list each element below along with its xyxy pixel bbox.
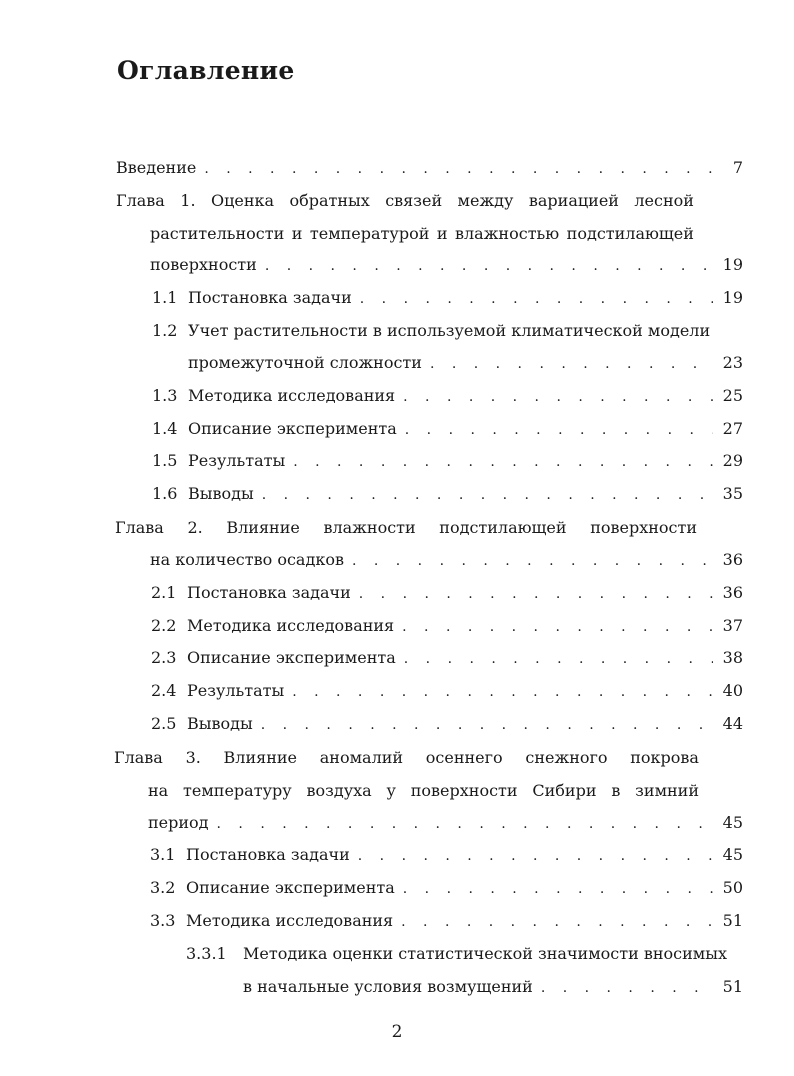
toc-label: на количество осадков — [150, 550, 344, 569]
word: 1. — [180, 191, 196, 210]
word: лесной — [634, 191, 694, 210]
toc-label: Методика исследования — [188, 386, 396, 405]
word: между — [457, 191, 514, 210]
toc-label: Описание эксперимента — [187, 648, 396, 667]
toc-entry-intro[interactable] — [116, 158, 743, 188]
toc-page: 19 — [722, 288, 743, 307]
leader-dots — [402, 619, 713, 635]
chapter-1-heading-line3[interactable] — [150, 255, 743, 285]
word: подстилающей — [439, 518, 567, 537]
leader-dots — [541, 980, 713, 996]
word: влажностью — [455, 224, 560, 243]
leader-dots — [360, 291, 713, 307]
chapter-3-heading[interactable] — [114, 748, 699, 778]
word: 2. — [187, 518, 203, 537]
chapter-2-heading-line2[interactable] — [150, 550, 743, 580]
word: Глава — [116, 191, 165, 210]
toc-section-1-1[interactable] — [152, 288, 743, 318]
word: вариацией — [528, 191, 619, 210]
section-number: 1.3 — [152, 386, 178, 405]
section-number: 2.1 — [151, 583, 177, 602]
toc-label: в начальные условия возмущений — [243, 977, 533, 996]
word: осеннего — [425, 748, 503, 767]
word: воздуха — [306, 781, 372, 800]
word: поверхности — [590, 518, 697, 537]
toc-section-2-4[interactable] — [151, 681, 743, 711]
leader-dots — [405, 422, 713, 438]
toc-subsection-3-3-1-line2[interactable] — [243, 977, 743, 1007]
word: Глава — [114, 748, 163, 767]
word: температуру — [183, 781, 292, 800]
toc-page: 19 — [722, 255, 743, 274]
section-number: 2.2 — [151, 616, 177, 635]
toc-label: Результаты — [187, 681, 285, 700]
leader-dots — [352, 553, 713, 569]
word: на — [148, 781, 169, 800]
toc-label: Постановка задачи — [186, 845, 350, 864]
toc-section-1-3[interactable] — [152, 386, 743, 416]
toc-section-3-2[interactable] — [150, 878, 743, 908]
toc-page: 45 — [722, 813, 743, 832]
leader-dots — [401, 914, 713, 930]
section-number: 2.5 — [151, 714, 177, 733]
leader-dots — [262, 487, 713, 503]
leader-dots — [217, 816, 713, 832]
toc-section-2-1[interactable] — [151, 583, 743, 613]
toc-page: 51 — [722, 911, 743, 930]
toc-section-3-3[interactable] — [150, 911, 743, 941]
toc-page: 45 — [722, 845, 743, 864]
leader-dots — [292, 684, 713, 700]
word: Оценка — [210, 191, 275, 210]
section-number: 1.2 — [152, 321, 178, 340]
toc-page: 37 — [722, 616, 743, 635]
chapter-3-heading-line2[interactable] — [148, 781, 699, 811]
toc-page: 44 — [722, 714, 743, 733]
leader-dots — [293, 454, 713, 470]
word: и — [436, 224, 448, 243]
word: в — [611, 781, 621, 800]
toc-label: Методика исследования — [186, 911, 394, 930]
leader-dots — [358, 848, 713, 864]
toc-page: 38 — [722, 648, 743, 667]
section-number: 2.3 — [151, 648, 177, 667]
word: 3. — [185, 748, 201, 767]
word: зимний — [635, 781, 699, 800]
word: влажности — [323, 518, 416, 537]
word: снежного — [525, 748, 608, 767]
toc-section-1-4[interactable] — [152, 419, 743, 449]
page-number: 2 — [391, 1022, 403, 1042]
section-number: 3.1 — [150, 845, 176, 864]
section-number: 1.1 — [152, 288, 178, 307]
toc-subsection-3-3-1[interactable] — [186, 944, 743, 974]
toc-page: 50 — [722, 878, 743, 897]
chapter-3-heading-line3[interactable] — [148, 813, 743, 843]
word: связей — [385, 191, 443, 210]
toc-section-1-2-line2[interactable] — [188, 353, 743, 383]
section-number: 1.6 — [152, 484, 178, 503]
leader-dots — [430, 356, 713, 372]
leader-dots — [404, 651, 713, 667]
page-title: Оглавление — [117, 56, 295, 85]
leader-dots — [403, 881, 713, 897]
toc-label: Постановка задачи — [188, 288, 352, 307]
section-number: 1.4 — [152, 419, 178, 438]
section-number: 3.3.1 — [186, 944, 227, 963]
toc-label: Введение — [116, 158, 197, 177]
toc-label: Результаты — [188, 451, 286, 470]
toc-section-2-3[interactable] — [151, 648, 743, 678]
toc-label: поверхности — [150, 255, 257, 274]
toc-label: Постановка задачи — [187, 583, 351, 602]
word: Глава — [115, 518, 164, 537]
word: поверхности — [410, 781, 518, 800]
toc-label: Описание эксперимента — [186, 878, 395, 897]
toc-section-2-5[interactable] — [151, 714, 743, 744]
word: покрова — [630, 748, 699, 767]
toc-label: период — [148, 813, 209, 832]
section-number: 3.2 — [150, 878, 176, 897]
toc-page: 40 — [722, 681, 743, 700]
section-number: 2.4 — [151, 681, 177, 700]
toc-label: Выводы — [187, 714, 253, 733]
toc-page: 36 — [722, 550, 743, 569]
word: подстилающей — [566, 224, 694, 243]
word: у — [386, 781, 396, 800]
toc-section-1-2[interactable] — [152, 321, 743, 351]
chapter-1-heading[interactable] — [116, 191, 694, 221]
toc-label: Учет растительности в используемой климатической модели — [188, 321, 711, 340]
leader-dots — [261, 717, 713, 733]
word: температурой — [309, 224, 430, 243]
toc-label: Описание эксперимента — [188, 419, 397, 438]
leader-dots — [359, 586, 713, 602]
toc-page: 7 — [732, 158, 743, 177]
word: Влияние — [223, 748, 298, 767]
toc-section-1-5[interactable] — [152, 451, 743, 481]
leader-dots — [265, 258, 713, 274]
word: аномалий — [319, 748, 404, 767]
toc-page: 23 — [722, 353, 743, 372]
toc-page: 29 — [722, 451, 743, 470]
toc-page: 25 — [722, 386, 743, 405]
toc-label: промежуточной сложности — [188, 353, 422, 372]
word: обратных — [289, 191, 370, 210]
toc-section-1-6[interactable] — [152, 484, 743, 514]
chapter-2-heading[interactable] — [115, 518, 697, 548]
toc-page: 36 — [722, 583, 743, 602]
toc-section-3-1[interactable] — [150, 845, 743, 875]
toc-label: Методика исследования — [187, 616, 395, 635]
word: растительности — [150, 224, 285, 243]
toc-page: 51 — [722, 977, 743, 996]
word: и — [291, 224, 303, 243]
chapter-1-heading-line2[interactable] — [150, 224, 694, 254]
section-number: 1.5 — [152, 451, 178, 470]
section-number: 3.3 — [150, 911, 176, 930]
toc-page: 27 — [722, 419, 743, 438]
leader-dots — [204, 161, 713, 177]
word: Сибири — [532, 781, 597, 800]
toc-section-2-2[interactable] — [151, 616, 743, 646]
toc-label: Выводы — [188, 484, 254, 503]
toc-label: Методика оценки статистической значимости вносимых — [243, 944, 727, 963]
leader-dots — [403, 389, 713, 405]
word: Влияние — [226, 518, 300, 537]
toc-page: 35 — [722, 484, 743, 503]
